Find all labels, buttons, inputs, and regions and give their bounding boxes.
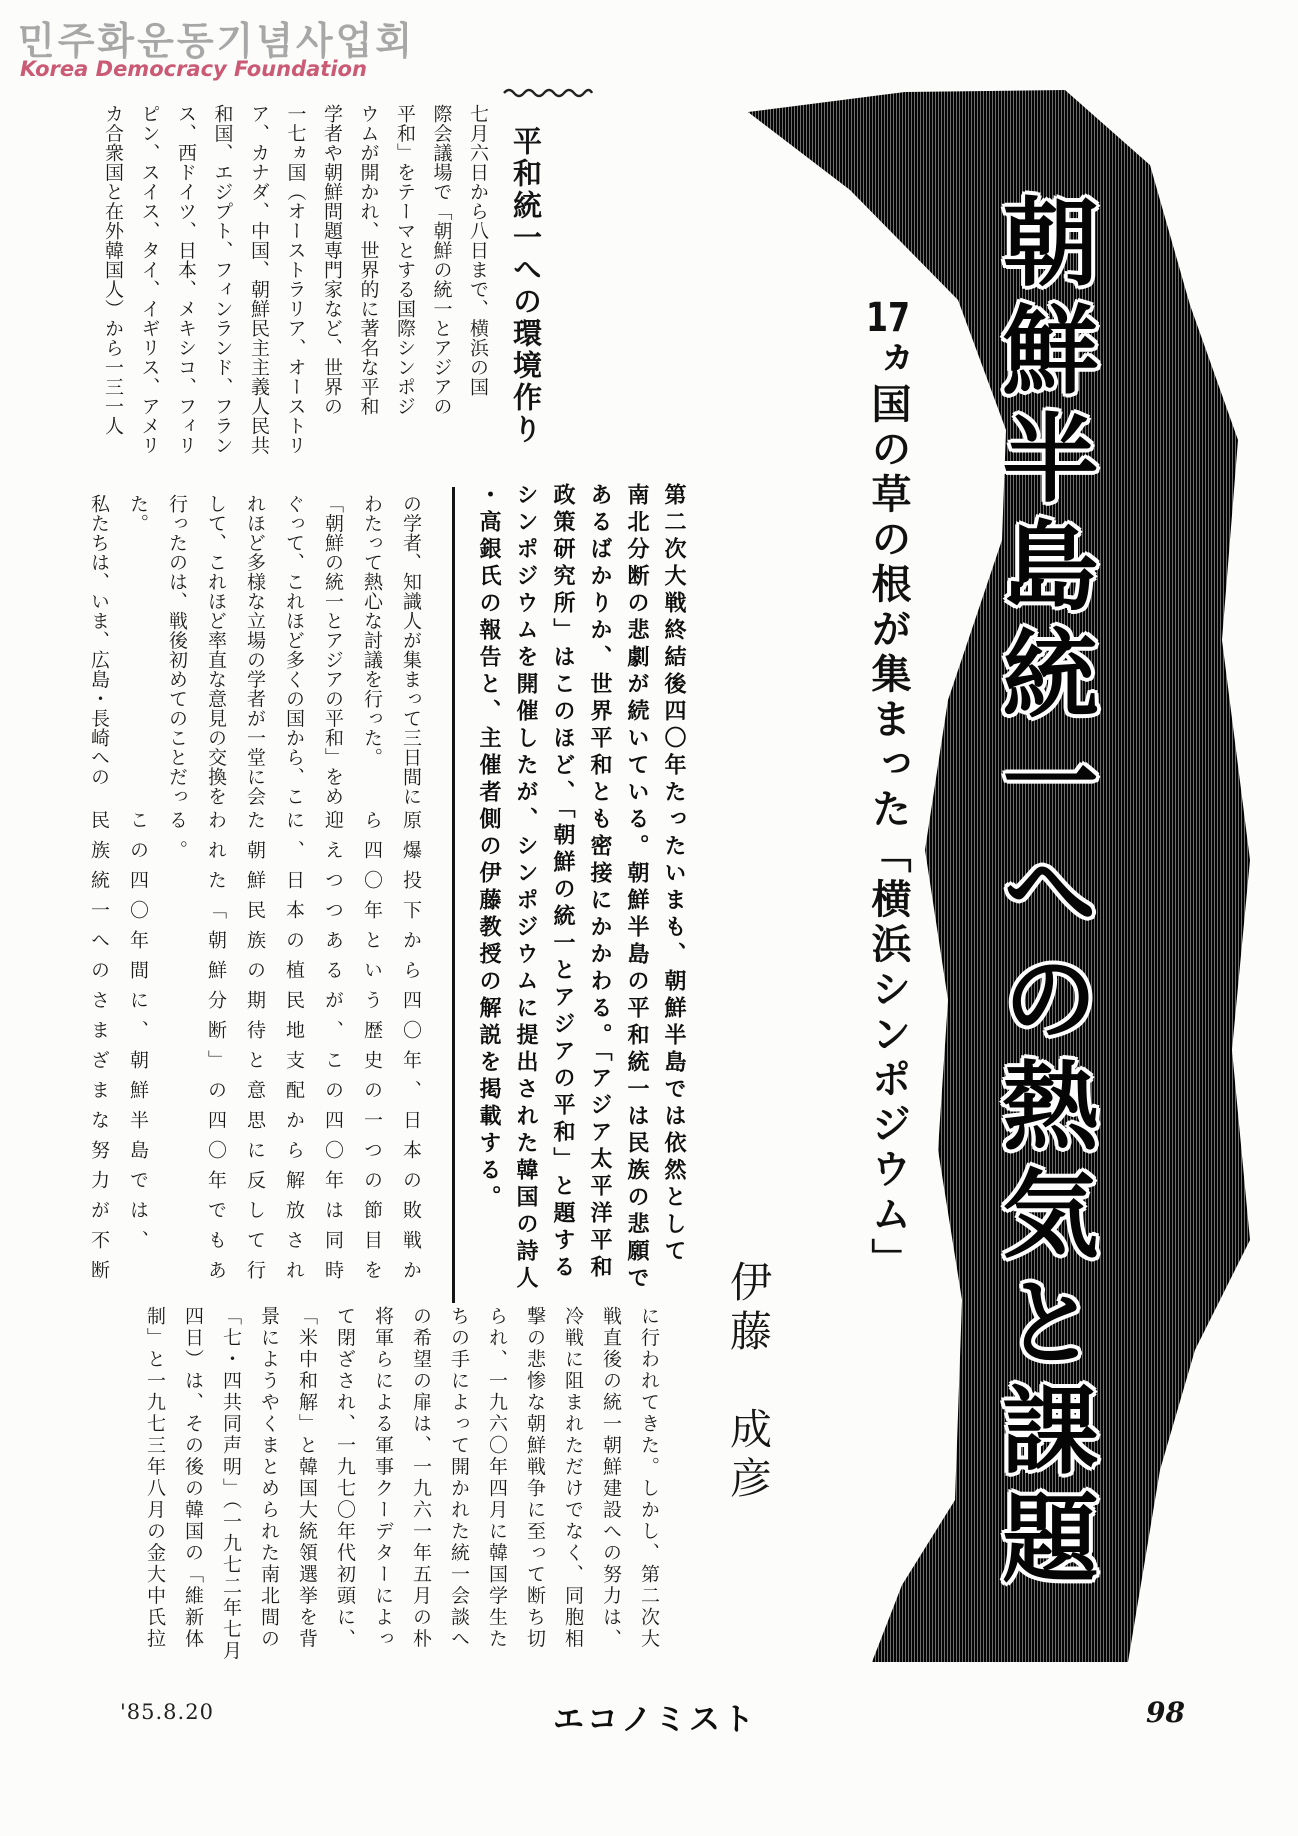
text-column: 迎えつつあるが、この四〇年は同時 <box>322 810 344 1290</box>
text-column: 第二次大戦終結後四〇年たったいまも、朝鮮半島では依然として <box>661 483 686 1266</box>
text-column: れほど多様な立場の学者が一堂に会 <box>244 494 266 806</box>
text-column: ウムが開かれ、世界的に著名な平和 <box>357 104 380 416</box>
logo-english-text: Korea Democracy Foundation <box>20 57 367 81</box>
text-column: に、日本の植民地支配から解放され <box>283 810 305 1290</box>
subtitle-text: ヵ国の草の根が集まった「横浜シンポジウム」 <box>865 338 911 1283</box>
text-column: カ合衆国と在外韓国人）から一三一人 <box>102 104 124 436</box>
text-column: 平和」をテーマとする国際シンポジ <box>394 104 416 416</box>
text-column: 南北分断の悲劇が続いている。朝鮮半島の平和統一は民族の悲願で <box>624 483 649 1293</box>
text-column: 冷戦に阻まれただけでなく、同胞相 <box>562 1306 584 1650</box>
text-column: の学者、知識人が集まって三日間に <box>400 494 422 806</box>
footer-magazine-title: エコノミスト <box>553 1702 757 1738</box>
text-column: 一七ヵ国（オーストラリア、オーストリ <box>284 104 307 455</box>
text-column: 行ったのは、戦後初めてのことだっ <box>166 494 188 806</box>
text-column: の希望の扉は、一九六一年五月の朴 <box>410 1306 432 1650</box>
text-column: して、これほど率直な意見の交換を <box>205 494 227 806</box>
footer-page-number: 98 <box>1146 1696 1185 1729</box>
text-column: ア、カナダ、中国、朝鮮民主主義人民共 <box>248 104 270 455</box>
footer-date: '85.8.20 <box>120 1700 214 1724</box>
article-title: 朝鮮半島統一への熱気と課題 <box>987 192 1100 1596</box>
text-column: この四〇年間に、朝鮮半島では、 <box>127 810 149 1260</box>
text-column: て閉ざされ、一九七〇年代初頭に、 <box>334 1306 356 1650</box>
text-column: 撃の悲惨な朝鮮戦争に至って断ち切 <box>524 1306 546 1650</box>
article-subtitle <box>860 298 917 1358</box>
text-column: 将軍らによる軍事クーデターによっ <box>372 1306 394 1650</box>
text-column: 景にようやくまとめられた南北間の <box>258 1306 280 1650</box>
wavy-rule-ornament <box>502 84 594 98</box>
text-column: ちの手によって開かれた統一会談へ <box>448 1306 470 1650</box>
body-text-middle-block <box>72 810 430 1306</box>
text-column: ぐって、これほど多くの国から、こ <box>283 494 305 806</box>
text-column: あるばかりか、世界平和とも密接にかかわる。「アジア太平洋平和 <box>587 483 612 1282</box>
text-column: わたって熱心な討議を行った。 <box>361 494 383 767</box>
text-column: 「朝鮮の統一とアジアの平和」をめ <box>322 494 344 806</box>
section-heading: 平和統一への環境作り <box>509 126 543 446</box>
body-text-lower-block <box>132 1306 668 1680</box>
text-column: われた「朝鮮分断」の四〇年でもあ <box>205 810 227 1290</box>
intro-text-block <box>98 104 496 470</box>
text-column: 民族統一へのさまざまな努力が不断 <box>88 810 110 1290</box>
text-column: た朝鮮民族の期待と意思に反して行 <box>244 810 266 1290</box>
lead-abstract-block <box>468 483 692 1307</box>
text-column: ら四〇年という歴史の一つの節目を <box>361 810 383 1290</box>
logo-korean-text: 민주화운동기념사업회 <box>18 19 416 63</box>
text-column: ス、西ドイツ、日本、メキシコ、フィリ <box>175 104 197 455</box>
author-name: 伊藤 成彦 <box>724 1260 773 1505</box>
text-column: 和国、エジプト、フィンランド、フラン <box>211 104 234 455</box>
text-column: 制」と一九七三年八月の金大中氏拉 <box>144 1306 166 1650</box>
lead-divider-rule <box>452 487 455 1303</box>
text-column: 原爆投下から四〇年、日本の敗戦か <box>400 810 422 1290</box>
text-column: る。 <box>166 810 188 870</box>
text-column: 政策研究所」はこのほど、「朝鮮の統一とアジアの平和」と題する <box>550 483 575 1282</box>
text-column: た。 <box>127 494 149 533</box>
subtitle-number: 17 <box>866 298 910 338</box>
text-column: られ、一九六〇年四月に韓国学生た <box>486 1306 508 1650</box>
text-column: 私たちは、いま、広島・長崎への <box>88 494 110 787</box>
text-column: 学者や朝鮮問題専門家など、世界の <box>321 104 343 416</box>
text-column: 際会議場で「朝鮮の統一とアジアの <box>430 104 453 416</box>
text-column: 七月六日から八日まで、横浜の国 <box>467 104 489 397</box>
text-column: に行われてきた。しかし、第二次大 <box>638 1306 660 1650</box>
text-column: 四日）は、その後の韓国の「維新体 <box>182 1306 204 1650</box>
text-column: 「米中和解」と韓国大統領選挙を背 <box>296 1306 318 1650</box>
text-column: 「七・四共同声明」（一九七二年七月 <box>220 1306 242 1662</box>
text-column: ・高銀氏の報告と、主催者側の伊藤教授の解説を掲載する。 <box>476 483 501 1212</box>
text-column: シンポジウムを開催したが、シンポジウムに提出された韓国の詩人 <box>513 483 538 1293</box>
text-column: ピン、スイス、タイ、イギリス、アメリ <box>138 104 161 455</box>
text-column: 戦直後の統一朝鮮建設への努力は、 <box>600 1306 622 1650</box>
body-text-upper-block <box>72 494 430 816</box>
